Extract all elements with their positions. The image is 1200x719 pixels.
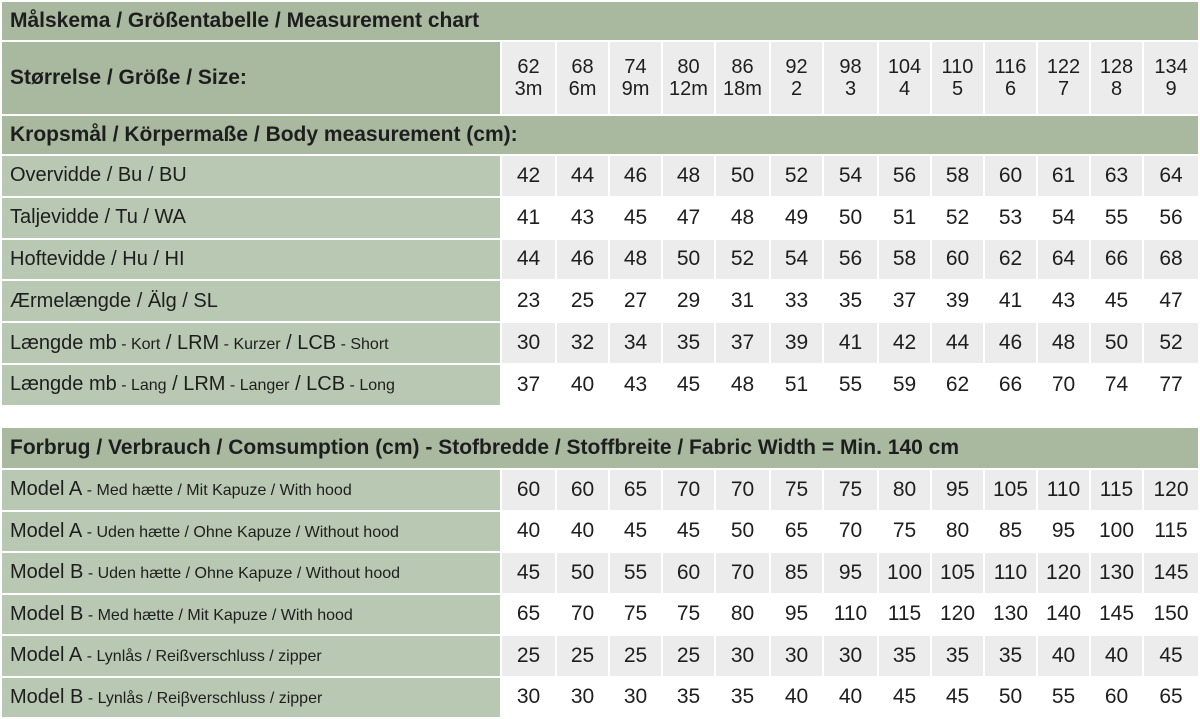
value-cell: 35 xyxy=(662,322,715,364)
row-label-part: - Med hætte / Mit Kapuze / With hood xyxy=(83,606,353,624)
row-label-part: Model B xyxy=(10,685,84,708)
value-cell: 30 xyxy=(609,677,662,719)
row-label-part: / LRM xyxy=(160,331,220,354)
size-column-header xyxy=(770,41,823,115)
value-cell: 54 xyxy=(823,155,878,197)
chart-title: Målskema / Größentabelle / Measurement chart xyxy=(1,1,1199,41)
row-label-part: - Uden hætte / Ohne Kapuze / Without hood xyxy=(82,523,399,541)
value-cell: 45 xyxy=(878,677,931,719)
size-column-header xyxy=(1037,41,1090,115)
value-cell: 100 xyxy=(878,552,931,594)
value-cell: 45 xyxy=(1143,635,1199,677)
value-cell: 31 xyxy=(715,280,770,322)
value-cell: 70 xyxy=(715,552,770,594)
value-cell: 140 xyxy=(1037,594,1090,636)
value-cell: 45 xyxy=(662,511,715,553)
value-cell: 68 xyxy=(1143,239,1199,281)
size-number: 122 xyxy=(1046,56,1081,78)
value-cell: 95 xyxy=(823,552,878,594)
row-label xyxy=(1,594,501,636)
size-age: 7 xyxy=(1057,78,1070,100)
value-cell: 30 xyxy=(556,677,609,719)
value-cell: 47 xyxy=(662,197,715,239)
row-label-part: Overvidde / Bu / BU xyxy=(10,164,187,187)
value-cell: 74 xyxy=(1090,364,1143,406)
value-cell: 52 xyxy=(931,197,984,239)
value-cell: 50 xyxy=(823,197,878,239)
value-cell: 85 xyxy=(984,511,1037,553)
value-cell: 23 xyxy=(501,280,556,322)
value-cell: 44 xyxy=(556,155,609,197)
value-cell: 54 xyxy=(1037,197,1090,239)
value-cell: 25 xyxy=(501,635,556,677)
size-column-header xyxy=(931,41,984,115)
value-cell: 40 xyxy=(556,511,609,553)
row-label xyxy=(1,511,501,553)
row-label-part: - Lynlås / Reißverschluss / zipper xyxy=(82,648,322,666)
size-header: Størrelse / Größe / Size: xyxy=(1,41,501,115)
row-label-part: - Kort xyxy=(116,335,161,353)
value-cell: 45 xyxy=(609,197,662,239)
section-gap xyxy=(0,405,1200,426)
value-cell: 51 xyxy=(878,197,931,239)
value-cell: 43 xyxy=(556,197,609,239)
value-cell: 105 xyxy=(931,552,984,594)
size-age: 18m xyxy=(723,78,762,100)
value-cell: 80 xyxy=(931,511,984,553)
value-cell: 45 xyxy=(501,552,556,594)
value-cell: 55 xyxy=(1037,677,1090,719)
row-label-part: - Long xyxy=(345,377,395,395)
value-cell: 58 xyxy=(878,239,931,281)
size-number: 68 xyxy=(571,56,594,78)
value-cell: 50 xyxy=(662,239,715,281)
row-label-part: Model A xyxy=(10,644,83,667)
value-cell: 55 xyxy=(609,552,662,594)
row-label xyxy=(1,280,501,322)
value-cell: 40 xyxy=(770,677,823,719)
value-cell: 110 xyxy=(823,594,878,636)
value-cell: 110 xyxy=(984,552,1037,594)
size-age: 12m xyxy=(669,78,708,100)
row-label xyxy=(1,155,501,197)
row-label-part: Model B xyxy=(10,561,84,584)
size-column-header xyxy=(556,41,609,115)
size-age: 3m xyxy=(514,78,543,100)
value-cell: 55 xyxy=(823,364,878,406)
value-cell: 25 xyxy=(556,280,609,322)
size-column-header xyxy=(984,41,1037,115)
value-cell: 30 xyxy=(501,322,556,364)
value-cell: 70 xyxy=(823,511,878,553)
value-cell: 50 xyxy=(1090,322,1143,364)
value-cell: 130 xyxy=(984,594,1037,636)
consumption-table xyxy=(0,426,1200,719)
row-label-part: / LCB xyxy=(289,373,346,396)
value-cell: 27 xyxy=(609,280,662,322)
value-cell: 105 xyxy=(984,469,1037,511)
row-label xyxy=(1,552,501,594)
value-cell: 37 xyxy=(878,280,931,322)
value-cell: 51 xyxy=(770,364,823,406)
value-cell: 48 xyxy=(715,197,770,239)
value-cell: 48 xyxy=(1037,322,1090,364)
row-label-part: Model A xyxy=(10,519,83,542)
value-cell: 30 xyxy=(715,635,770,677)
value-cell: 75 xyxy=(609,594,662,636)
value-cell: 64 xyxy=(1143,155,1199,197)
body-section-header: Kropsmål / Körpermaße / Body measurement (cm): xyxy=(1,115,1199,155)
value-cell: 70 xyxy=(662,469,715,511)
value-cell: 80 xyxy=(715,594,770,636)
value-cell: 55 xyxy=(1090,197,1143,239)
value-cell: 30 xyxy=(823,635,878,677)
value-cell: 44 xyxy=(931,322,984,364)
table-row xyxy=(1,239,1199,281)
value-cell: 45 xyxy=(1090,280,1143,322)
value-cell: 48 xyxy=(609,239,662,281)
value-cell: 56 xyxy=(878,155,931,197)
value-cell: 42 xyxy=(501,155,556,197)
size-number: 116 xyxy=(994,56,1027,78)
value-cell: 145 xyxy=(1143,552,1199,594)
value-cell: 63 xyxy=(1090,155,1143,197)
value-cell: 60 xyxy=(501,469,556,511)
value-cell: 45 xyxy=(931,677,984,719)
value-cell: 48 xyxy=(662,155,715,197)
table-row xyxy=(1,197,1199,239)
value-cell: 70 xyxy=(556,594,609,636)
value-cell: 75 xyxy=(878,511,931,553)
value-cell: 65 xyxy=(770,511,823,553)
value-cell: 33 xyxy=(770,280,823,322)
value-cell: 150 xyxy=(1143,594,1199,636)
size-column-header xyxy=(662,41,715,115)
value-cell: 50 xyxy=(984,677,1037,719)
value-cell: 46 xyxy=(556,239,609,281)
size-column-header xyxy=(878,41,931,115)
size-number: 110 xyxy=(941,56,974,78)
size-number: 74 xyxy=(624,56,647,78)
value-cell: 66 xyxy=(984,364,1037,406)
value-cell: 40 xyxy=(1037,635,1090,677)
size-age: 6m xyxy=(568,78,597,100)
row-label-part: - Kurzer xyxy=(219,335,281,353)
value-cell: 75 xyxy=(662,594,715,636)
value-cell: 75 xyxy=(823,469,878,511)
value-cell: 40 xyxy=(556,364,609,406)
consumption-section-header-row xyxy=(1,427,1199,469)
value-cell: 60 xyxy=(984,155,1037,197)
value-cell: 59 xyxy=(878,364,931,406)
row-label-part: Hoftevidde / Hu / HI xyxy=(10,247,185,270)
value-cell: 62 xyxy=(931,364,984,406)
value-cell: 75 xyxy=(770,469,823,511)
table-row xyxy=(1,552,1199,594)
value-cell: 61 xyxy=(1037,155,1090,197)
row-label xyxy=(1,239,501,281)
value-cell: 37 xyxy=(501,364,556,406)
size-number: 62 xyxy=(517,56,540,78)
size-number: 128 xyxy=(1099,56,1134,78)
value-cell: 85 xyxy=(770,552,823,594)
value-cell: 65 xyxy=(501,594,556,636)
size-number: 86 xyxy=(731,56,754,78)
size-number: 104 xyxy=(887,56,922,78)
value-cell: 46 xyxy=(609,155,662,197)
value-cell: 43 xyxy=(609,364,662,406)
value-cell: 52 xyxy=(770,155,823,197)
value-cell: 39 xyxy=(770,322,823,364)
body-section-header-row xyxy=(1,115,1199,155)
value-cell: 25 xyxy=(609,635,662,677)
row-label xyxy=(1,364,501,406)
value-cell: 42 xyxy=(878,322,931,364)
value-cell: 70 xyxy=(715,469,770,511)
value-cell: 25 xyxy=(662,635,715,677)
value-cell: 41 xyxy=(984,280,1037,322)
row-label xyxy=(1,677,501,719)
value-cell: 52 xyxy=(715,239,770,281)
value-cell: 77 xyxy=(1143,364,1199,406)
size-number: 98 xyxy=(839,56,862,78)
table-row xyxy=(1,594,1199,636)
value-cell: 50 xyxy=(715,511,770,553)
value-cell: 35 xyxy=(662,677,715,719)
value-cell: 52 xyxy=(1143,322,1199,364)
size-age: 3 xyxy=(844,78,857,100)
table-row xyxy=(1,280,1199,322)
size-age: 2 xyxy=(790,78,803,100)
table-row xyxy=(1,469,1199,511)
row-label-part: Længde mb xyxy=(10,331,117,354)
row-label xyxy=(1,635,501,677)
row-label-part: - Uden hætte / Ohne Kapuze / Without hood xyxy=(83,565,401,583)
value-cell: 95 xyxy=(770,594,823,636)
value-cell: 65 xyxy=(1143,677,1199,719)
value-cell: 35 xyxy=(715,677,770,719)
size-number: 134 xyxy=(1154,56,1188,78)
value-cell: 62 xyxy=(984,239,1037,281)
size-age: 9 xyxy=(1165,78,1177,100)
value-cell: 50 xyxy=(556,552,609,594)
row-label-part: Model A xyxy=(10,478,83,501)
size-column-header xyxy=(823,41,878,115)
value-cell: 95 xyxy=(1037,511,1090,553)
value-cell: 30 xyxy=(770,635,823,677)
row-label-part: Model B xyxy=(10,602,84,625)
size-column-header xyxy=(609,41,662,115)
value-cell: 115 xyxy=(878,594,931,636)
value-cell: 46 xyxy=(984,322,1037,364)
value-cell: 41 xyxy=(501,197,556,239)
row-label-part: / LCB xyxy=(280,331,337,354)
value-cell: 35 xyxy=(984,635,1037,677)
value-cell: 130 xyxy=(1090,552,1143,594)
value-cell: 49 xyxy=(770,197,823,239)
value-cell: 43 xyxy=(1037,280,1090,322)
value-cell: 40 xyxy=(1090,635,1143,677)
value-cell: 53 xyxy=(984,197,1037,239)
row-label xyxy=(1,197,501,239)
value-cell: 44 xyxy=(501,239,556,281)
value-cell: 120 xyxy=(1037,552,1090,594)
value-cell: 37 xyxy=(715,322,770,364)
value-cell: 35 xyxy=(823,280,878,322)
value-cell: 115 xyxy=(1090,469,1143,511)
table-row xyxy=(1,677,1199,719)
value-cell: 120 xyxy=(931,594,984,636)
value-cell: 45 xyxy=(609,511,662,553)
value-cell: 45 xyxy=(662,364,715,406)
table-row xyxy=(1,364,1199,406)
value-cell: 48 xyxy=(715,364,770,406)
value-cell: 41 xyxy=(823,322,878,364)
size-age: 5 xyxy=(951,78,964,100)
value-cell: 100 xyxy=(1090,511,1143,553)
row-label-part: Længde mb xyxy=(10,373,117,396)
value-cell: 115 xyxy=(1143,511,1199,553)
value-cell: 50 xyxy=(715,155,770,197)
row-label-part: - Langer xyxy=(225,377,290,395)
value-cell: 47 xyxy=(1143,280,1199,322)
size-row xyxy=(1,41,1199,115)
value-cell: 25 xyxy=(556,635,609,677)
table-row xyxy=(1,322,1199,364)
row-label-part: Taljevidde / Tu / WA xyxy=(10,206,186,229)
value-cell: 64 xyxy=(1037,239,1090,281)
title-row xyxy=(1,1,1199,41)
value-cell: 29 xyxy=(662,280,715,322)
row-label-part: / LRM xyxy=(166,373,226,396)
value-cell: 35 xyxy=(878,635,931,677)
size-age: 8 xyxy=(1110,78,1123,100)
size-column-header xyxy=(501,41,556,115)
table-row xyxy=(1,511,1199,553)
value-cell: 56 xyxy=(1143,197,1199,239)
value-cell: 60 xyxy=(1090,677,1143,719)
value-cell: 34 xyxy=(609,322,662,364)
value-cell: 95 xyxy=(931,469,984,511)
row-label-part: Ærmelængde / Älg / SL xyxy=(10,289,218,312)
value-cell: 70 xyxy=(1037,364,1090,406)
size-age: 4 xyxy=(898,78,911,100)
value-cell: 39 xyxy=(931,280,984,322)
value-cell: 145 xyxy=(1090,594,1143,636)
value-cell: 60 xyxy=(662,552,715,594)
row-label-part: - Lynlås / Reiβverschluss / zipper xyxy=(83,689,323,707)
row-label xyxy=(1,469,501,511)
table-row xyxy=(1,155,1199,197)
size-number: 80 xyxy=(677,56,700,78)
consumption-section-header: Forbrug / Verbrauch / Comsumption (cm) - Stofbredde / Stoffbreite / Fabric Width = Min. 140 cm xyxy=(1,427,1199,469)
size-number: 92 xyxy=(785,56,808,78)
size-age: 9m xyxy=(621,78,650,100)
value-cell: 58 xyxy=(931,155,984,197)
size-column-header xyxy=(1090,41,1143,115)
size-column-header xyxy=(1143,41,1199,115)
value-cell: 35 xyxy=(931,635,984,677)
value-cell: 40 xyxy=(823,677,878,719)
value-cell: 66 xyxy=(1090,239,1143,281)
value-cell: 65 xyxy=(609,469,662,511)
value-cell: 32 xyxy=(556,322,609,364)
value-cell: 60 xyxy=(556,469,609,511)
table-row xyxy=(1,635,1199,677)
size-age: 6 xyxy=(1004,78,1017,100)
row-label-part: - Med hætte / Mit Kapuze / With hood xyxy=(82,482,352,500)
value-cell: 30 xyxy=(501,677,556,719)
value-cell: 54 xyxy=(770,239,823,281)
value-cell: 60 xyxy=(931,239,984,281)
value-cell: 120 xyxy=(1143,469,1199,511)
value-cell: 56 xyxy=(823,239,878,281)
value-cell: 40 xyxy=(501,511,556,553)
value-cell: 110 xyxy=(1037,469,1090,511)
row-label xyxy=(1,322,501,364)
row-label-part: - Lang xyxy=(116,377,167,395)
size-column-header xyxy=(715,41,770,115)
row-label-part: - Short xyxy=(336,335,389,353)
value-cell: 80 xyxy=(878,469,931,511)
